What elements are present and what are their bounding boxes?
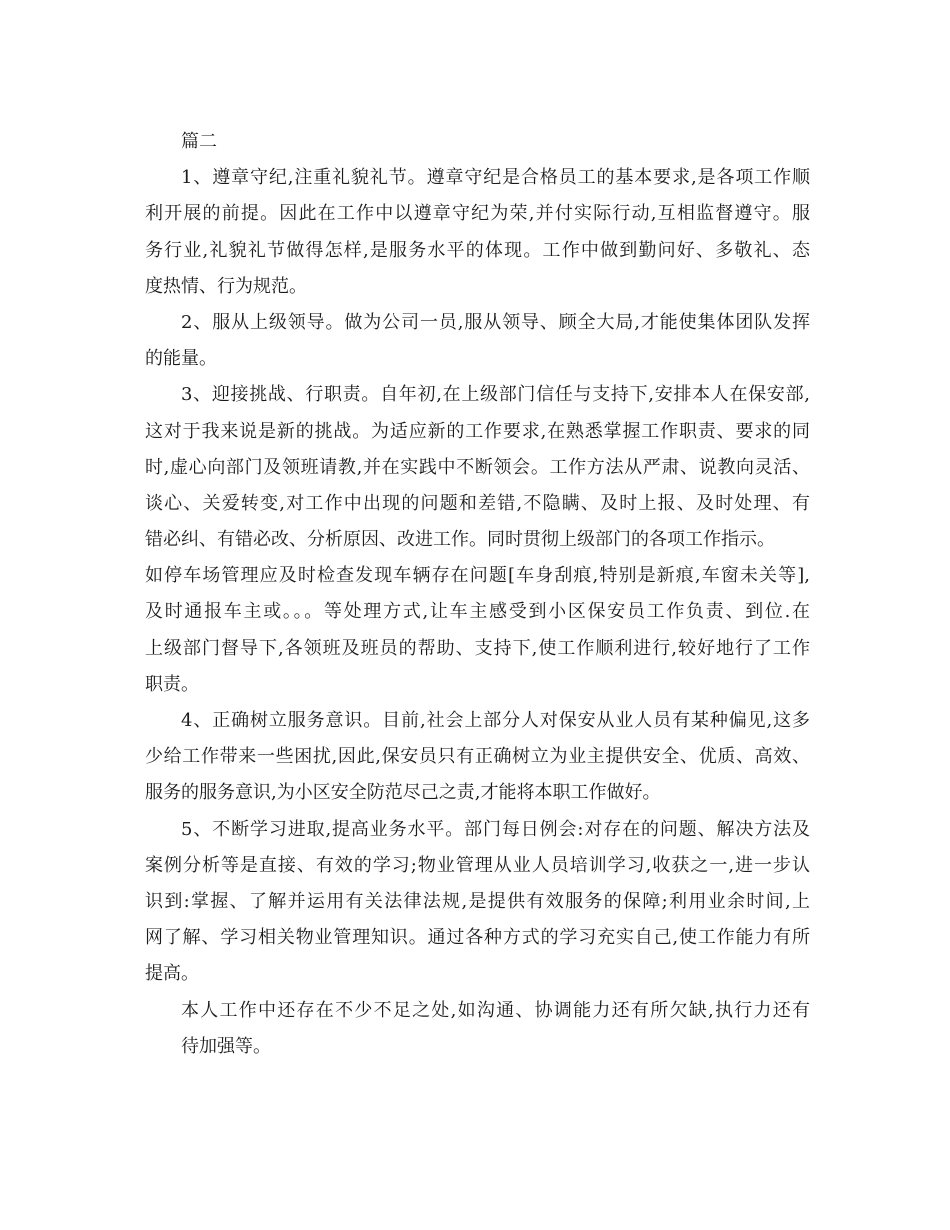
paragraph-line: 这对于我来说是新的挑战。为适应新的工作要求,在熟悉掌握工作职责、要求的同 [145,420,810,442]
paragraph-line: 的能量。 [145,348,217,370]
paragraph-line: 务行业,礼貌礼节做得怎样,是服务水平的体现。工作中做到勤问好、多敬礼、态 [145,239,810,261]
paragraph-1 [145,160,810,305]
paragraph-line: 待加强等。 [181,1035,271,1057]
paragraph-line: 案例分析等是直接、有效的学习;物业管理从业人员培训学习,收获之一,进一步认 [145,854,810,876]
paragraph-line: 本人工作中还存在不少不足之处,如沟通、协调能力还有所欠缺,执行力还有 [181,999,810,1021]
paragraph-line: 提高。 [145,963,199,985]
paragraph-line: 1、遵章守纪,注重礼貌礼节。遵章守纪是合格员工的基本要求,是各项工作顺 [181,167,810,189]
paragraph-line: 如停车场管理应及时检查发现车辆存在问题[车身刮痕,特别是新痕,车窗未关等], [145,565,810,587]
paragraph-line: 识到:掌握、了解并运用有关法律法规,是提供有效服务的保障;利用业余时间,上 [145,890,810,912]
paragraph-line: 3、迎接挑战、行职责。自年初,在上级部门信任与支持下,安排本人在保安部, [181,384,810,406]
paragraph-line: 错必纠、有错必改、分析原因、改进工作。同时贯彻上级部门的各项工作指示。 [145,529,775,551]
paragraph-6 [145,993,810,1065]
paragraph-2 [145,305,810,377]
paragraph-4 [145,703,810,812]
paragraph-line: 上级部门督导下,各领班及班员的帮助、支持下,使工作顺利进行,较好地行了工作 [145,637,810,659]
paragraph-line: 度热情、行为规范。 [145,275,307,297]
section-heading: 篇二 [181,131,217,152]
paragraph-line: 时,虚心向部门及领班请教,并在实践中不断领会。工作方法从严肃、说教向灵活、 [145,456,810,478]
paragraph-5 [145,812,810,993]
paragraph-line: 网了解、学习相关物业管理知识。通过各种方式的学习充实自己,使工作能力有所 [145,927,810,949]
paragraph-line: 利开展的前提。因此在工作中以遵章守纪为荣,并付实际行动,互相监督遵守。服 [145,203,810,225]
paragraph-line: 5、不断学习进取,提高业务水平。部门每日例会:对存在的问题、解决方法及 [181,818,810,840]
paragraph-line: 少给工作带来一些困扰,因此,保安员只有正确树立为业主提供安全、优质、高效、 [145,746,810,768]
paragraph-line: 谈心、关爱转变,对工作中出现的问题和差错,不隐瞒、及时上报、及时处理、有 [145,492,810,514]
paragraph-line: 2、服从上级领导。做为公司一员,服从领导、顾全大局,才能使集体团队发挥 [181,311,810,333]
paragraph-3 [145,377,810,703]
paragraph-line: 及时通报车主或。。。等处理方式,让车主感受到小区保安员工作负责、到位.在 [145,601,810,623]
document-body [145,124,810,1065]
paragraph-line: 服务的服务意识,为小区安全防范尽己之责,才能将本职工作做好。 [145,782,661,804]
paragraph-line: 4、正确树立服务意识。目前,社会上部分人对保安从业人员有某种偏见,这多 [181,710,810,731]
paragraph-line: 职责。 [145,673,199,695]
